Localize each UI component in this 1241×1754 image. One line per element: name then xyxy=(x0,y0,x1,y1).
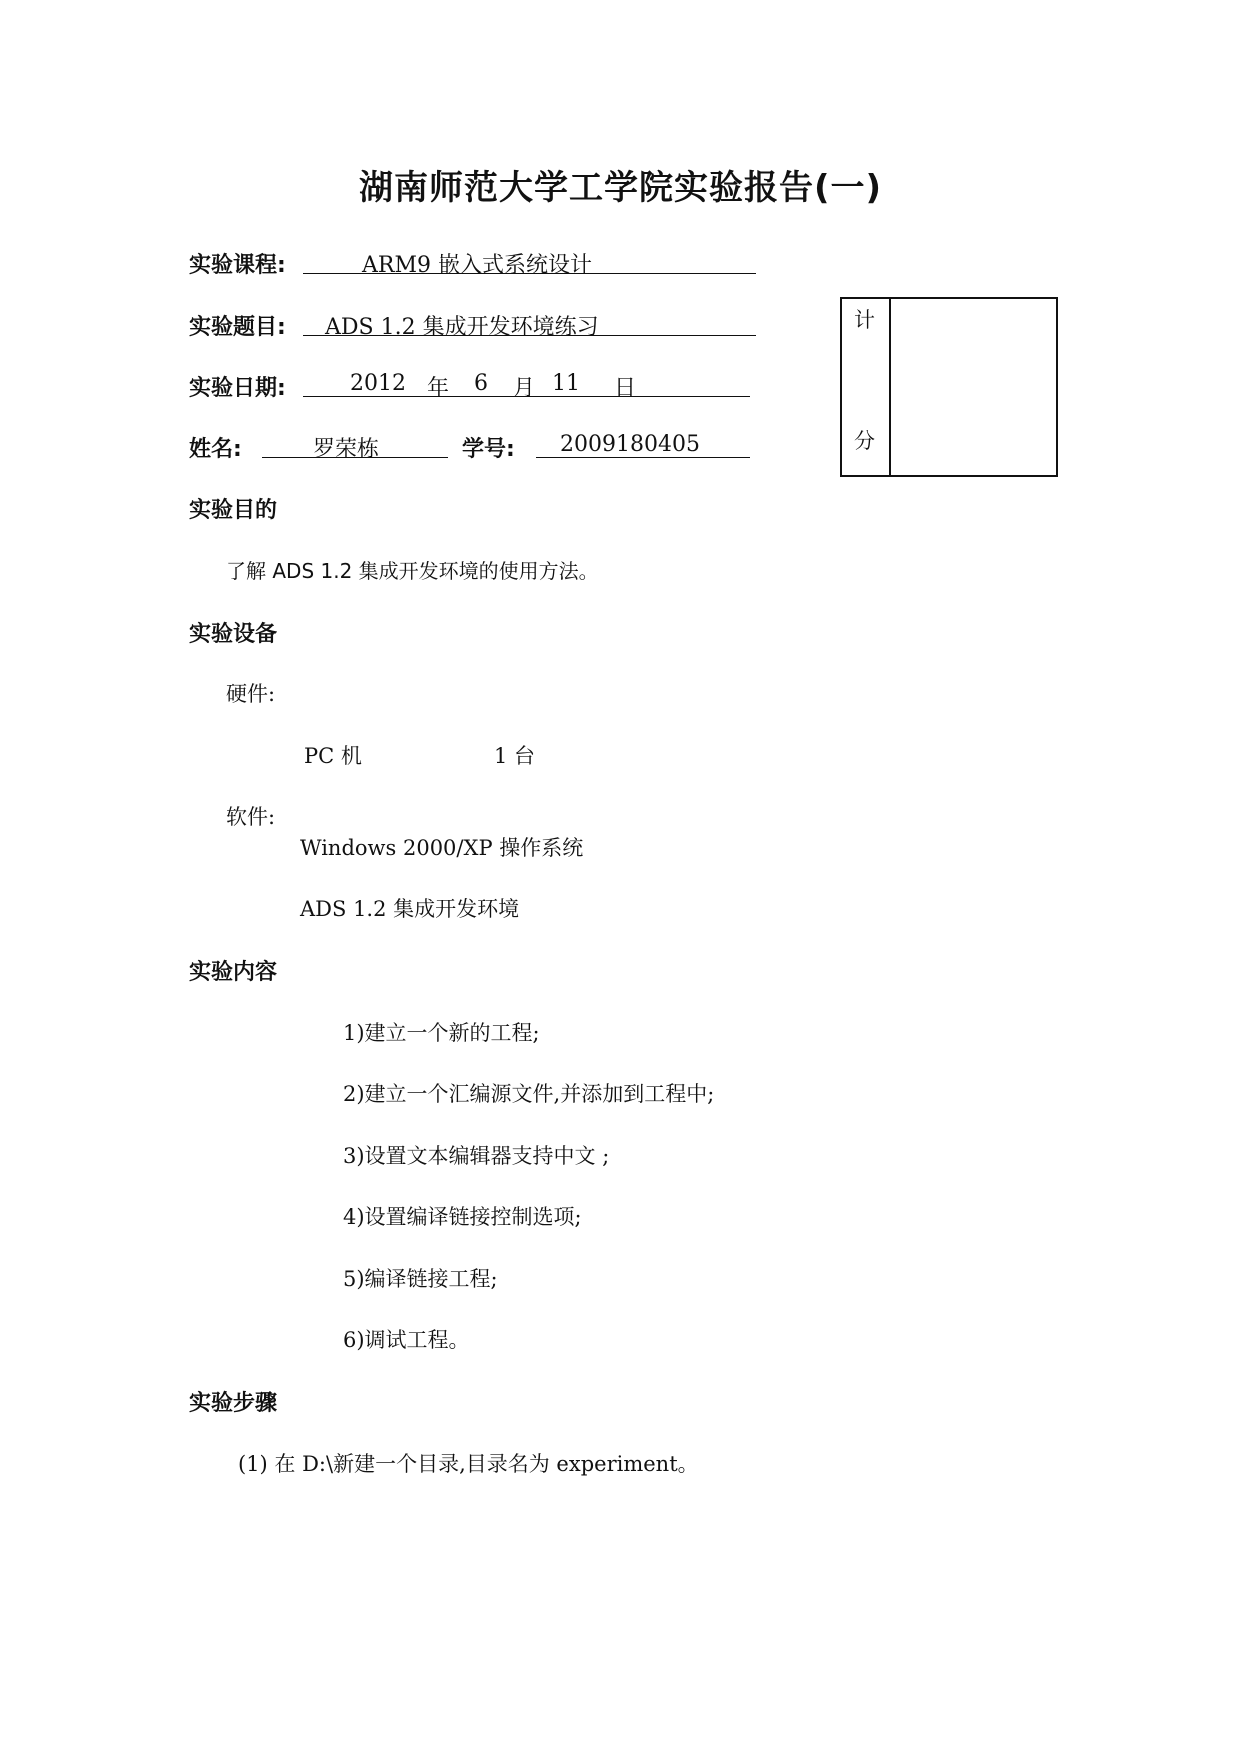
content-item: 6)调试工程。 xyxy=(343,1328,470,1352)
date-label: 实验日期: xyxy=(189,376,286,401)
hardware-item-name: PC 机 xyxy=(304,744,362,768)
date-day-unit: 日 xyxy=(614,376,637,401)
software-item: ADS 1.2 集成开发环境 xyxy=(300,897,520,921)
topic-value: ADS 1.2 集成开发环境练习 xyxy=(325,315,599,340)
topic-label: 实验题目: xyxy=(189,315,286,340)
steps-heading: 实验步骤 xyxy=(189,1391,278,1416)
course-label: 实验课程: xyxy=(189,253,286,278)
date-year: 2012 xyxy=(350,371,406,396)
purpose-text: 了解 ADS 1.2 集成开发环境的使用方法。 xyxy=(226,559,599,583)
score-box xyxy=(840,297,1058,477)
score-char-top: 计 xyxy=(854,308,875,332)
content-heading: 实验内容 xyxy=(189,960,278,985)
content-item: 4)设置编译链接控制选项; xyxy=(343,1205,582,1229)
software-label: 软件: xyxy=(226,805,276,829)
name-value: 罗荣栋 xyxy=(313,437,380,462)
date-month: 6 xyxy=(474,371,488,396)
id-value: 2009180405 xyxy=(560,432,700,457)
content-item: 1)建立一个新的工程; xyxy=(343,1021,540,1045)
content-item: 3)设置文本编辑器支持中文 ; xyxy=(343,1144,610,1168)
report-title: 湖南师范大学工学院实验报告(一) xyxy=(358,168,883,208)
name-label: 姓名: xyxy=(189,437,242,462)
date-day: 11 xyxy=(552,371,580,396)
content-item: 2)建立一个汇编源文件,并添加到工程中; xyxy=(343,1082,715,1106)
id-underline xyxy=(536,457,750,458)
score-char-bottom: 分 xyxy=(854,429,875,453)
equipment-heading: 实验设备 xyxy=(189,622,278,647)
software-item: Windows 2000/XP 操作系统 xyxy=(300,836,584,860)
id-label: 学号: xyxy=(462,437,515,462)
date-year-unit: 年 xyxy=(427,376,450,401)
step-item: (1) 在 D:\新建一个目录,目录名为 experiment。 xyxy=(238,1452,699,1476)
hardware-item-count: 1 台 xyxy=(494,744,536,768)
purpose-heading: 实验目的 xyxy=(189,498,278,523)
content-item: 5)编译链接工程; xyxy=(343,1267,498,1291)
course-value: ARM9 嵌入式系统设计 xyxy=(362,253,592,278)
hardware-label: 硬件: xyxy=(226,682,276,706)
score-box-divider xyxy=(889,299,891,475)
date-month-unit: 月 xyxy=(513,376,536,401)
